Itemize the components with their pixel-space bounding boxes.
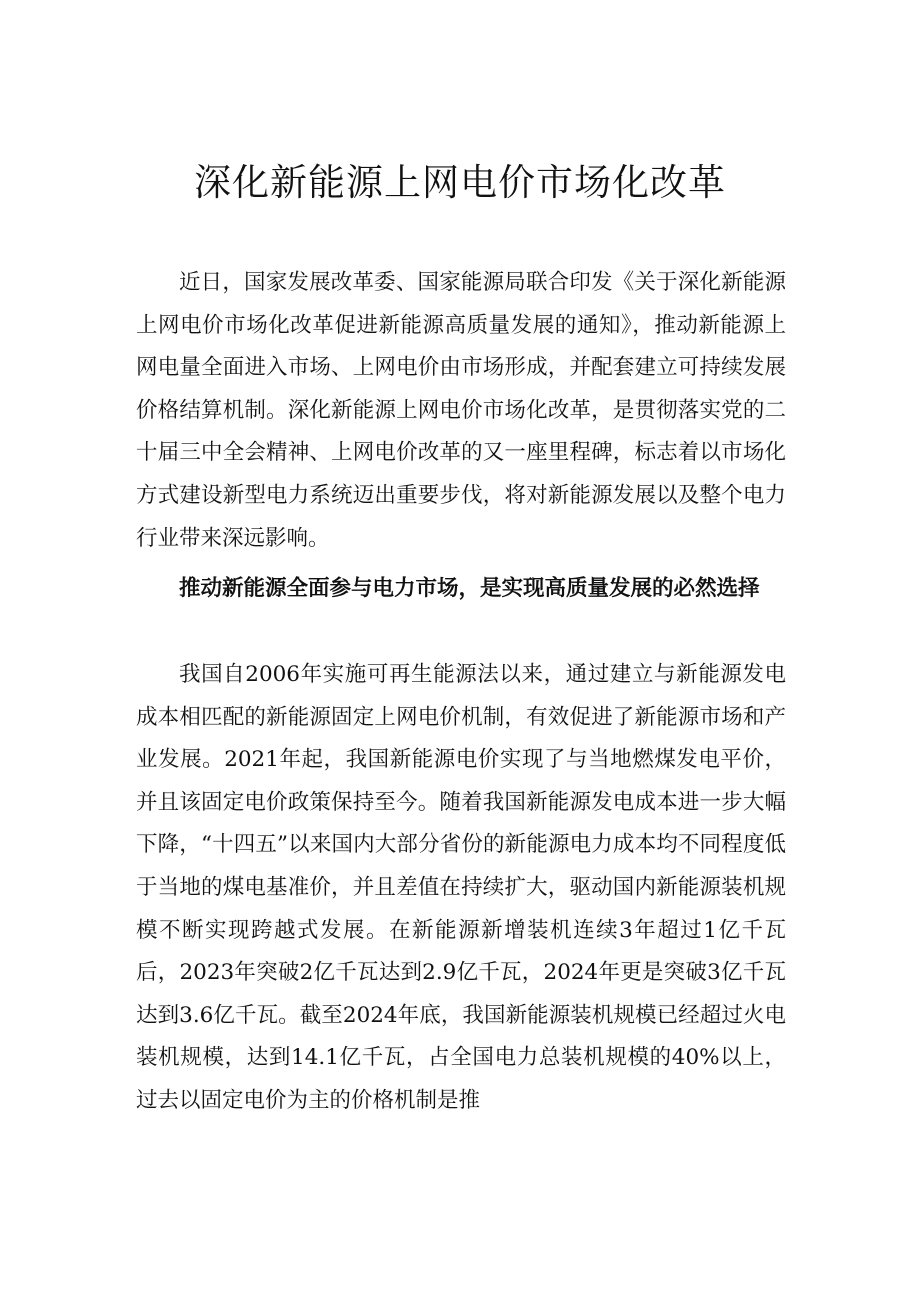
document-title: 深化新能源上网电价市场化改革	[194, 161, 726, 204]
section-paragraph: 我国自2006年实施可再生能源法以来，通过建立与新能源发电成本相匹配的新能源固定上网电价机制，有效促进了新能源市场和产业发展。2021年起，我国新能源电价实现了与当地燃煤发电平价，并且该固定电价政策保持至今。随着我国新能源发电成本进一步大幅下降，“十四五”以来国内大部分省份的新能源电力成本均不同程度低于当地的煤电基准价，并且差值在持续扩大，驱动国内新能源装机规模不断实现跨越式发展。在新能源新增装机连续3年超过1亿千瓦后，2023年突破2亿千瓦达到2.9亿千瓦，2024年更是突破3亿千瓦达到3.6亿千瓦。截至2024年底，我国新能源装机规模已经超过火电装机规模，达到14.1亿千瓦，占全国电力总装机规模的40%以上，过去以固定电价为主的价格机制是推	[136, 662, 786, 1113]
intro-paragraph: 近日，国家发展改革委、国家能源局联合印发《关于深化新能源上网电价市场化改革促进新能源高质量发展的通知》，推动新能源上网电量全面进入市场、上网电价由市场形成，并配套建立可持续发展价格结算机制。深化新能源上网电价市场化改革，是贯彻落实党的二十届三中全会精神、上网电价改革的又一座里程碑，标志着以市场化方式建设新型电力系统迈出重要步伐，将对新能源发展以及整个电力行业带来深远影响。	[136, 270, 786, 551]
section-heading: 推动新能源全面参与电力市场，是实现高质量发展的必然选择	[179, 576, 760, 601]
